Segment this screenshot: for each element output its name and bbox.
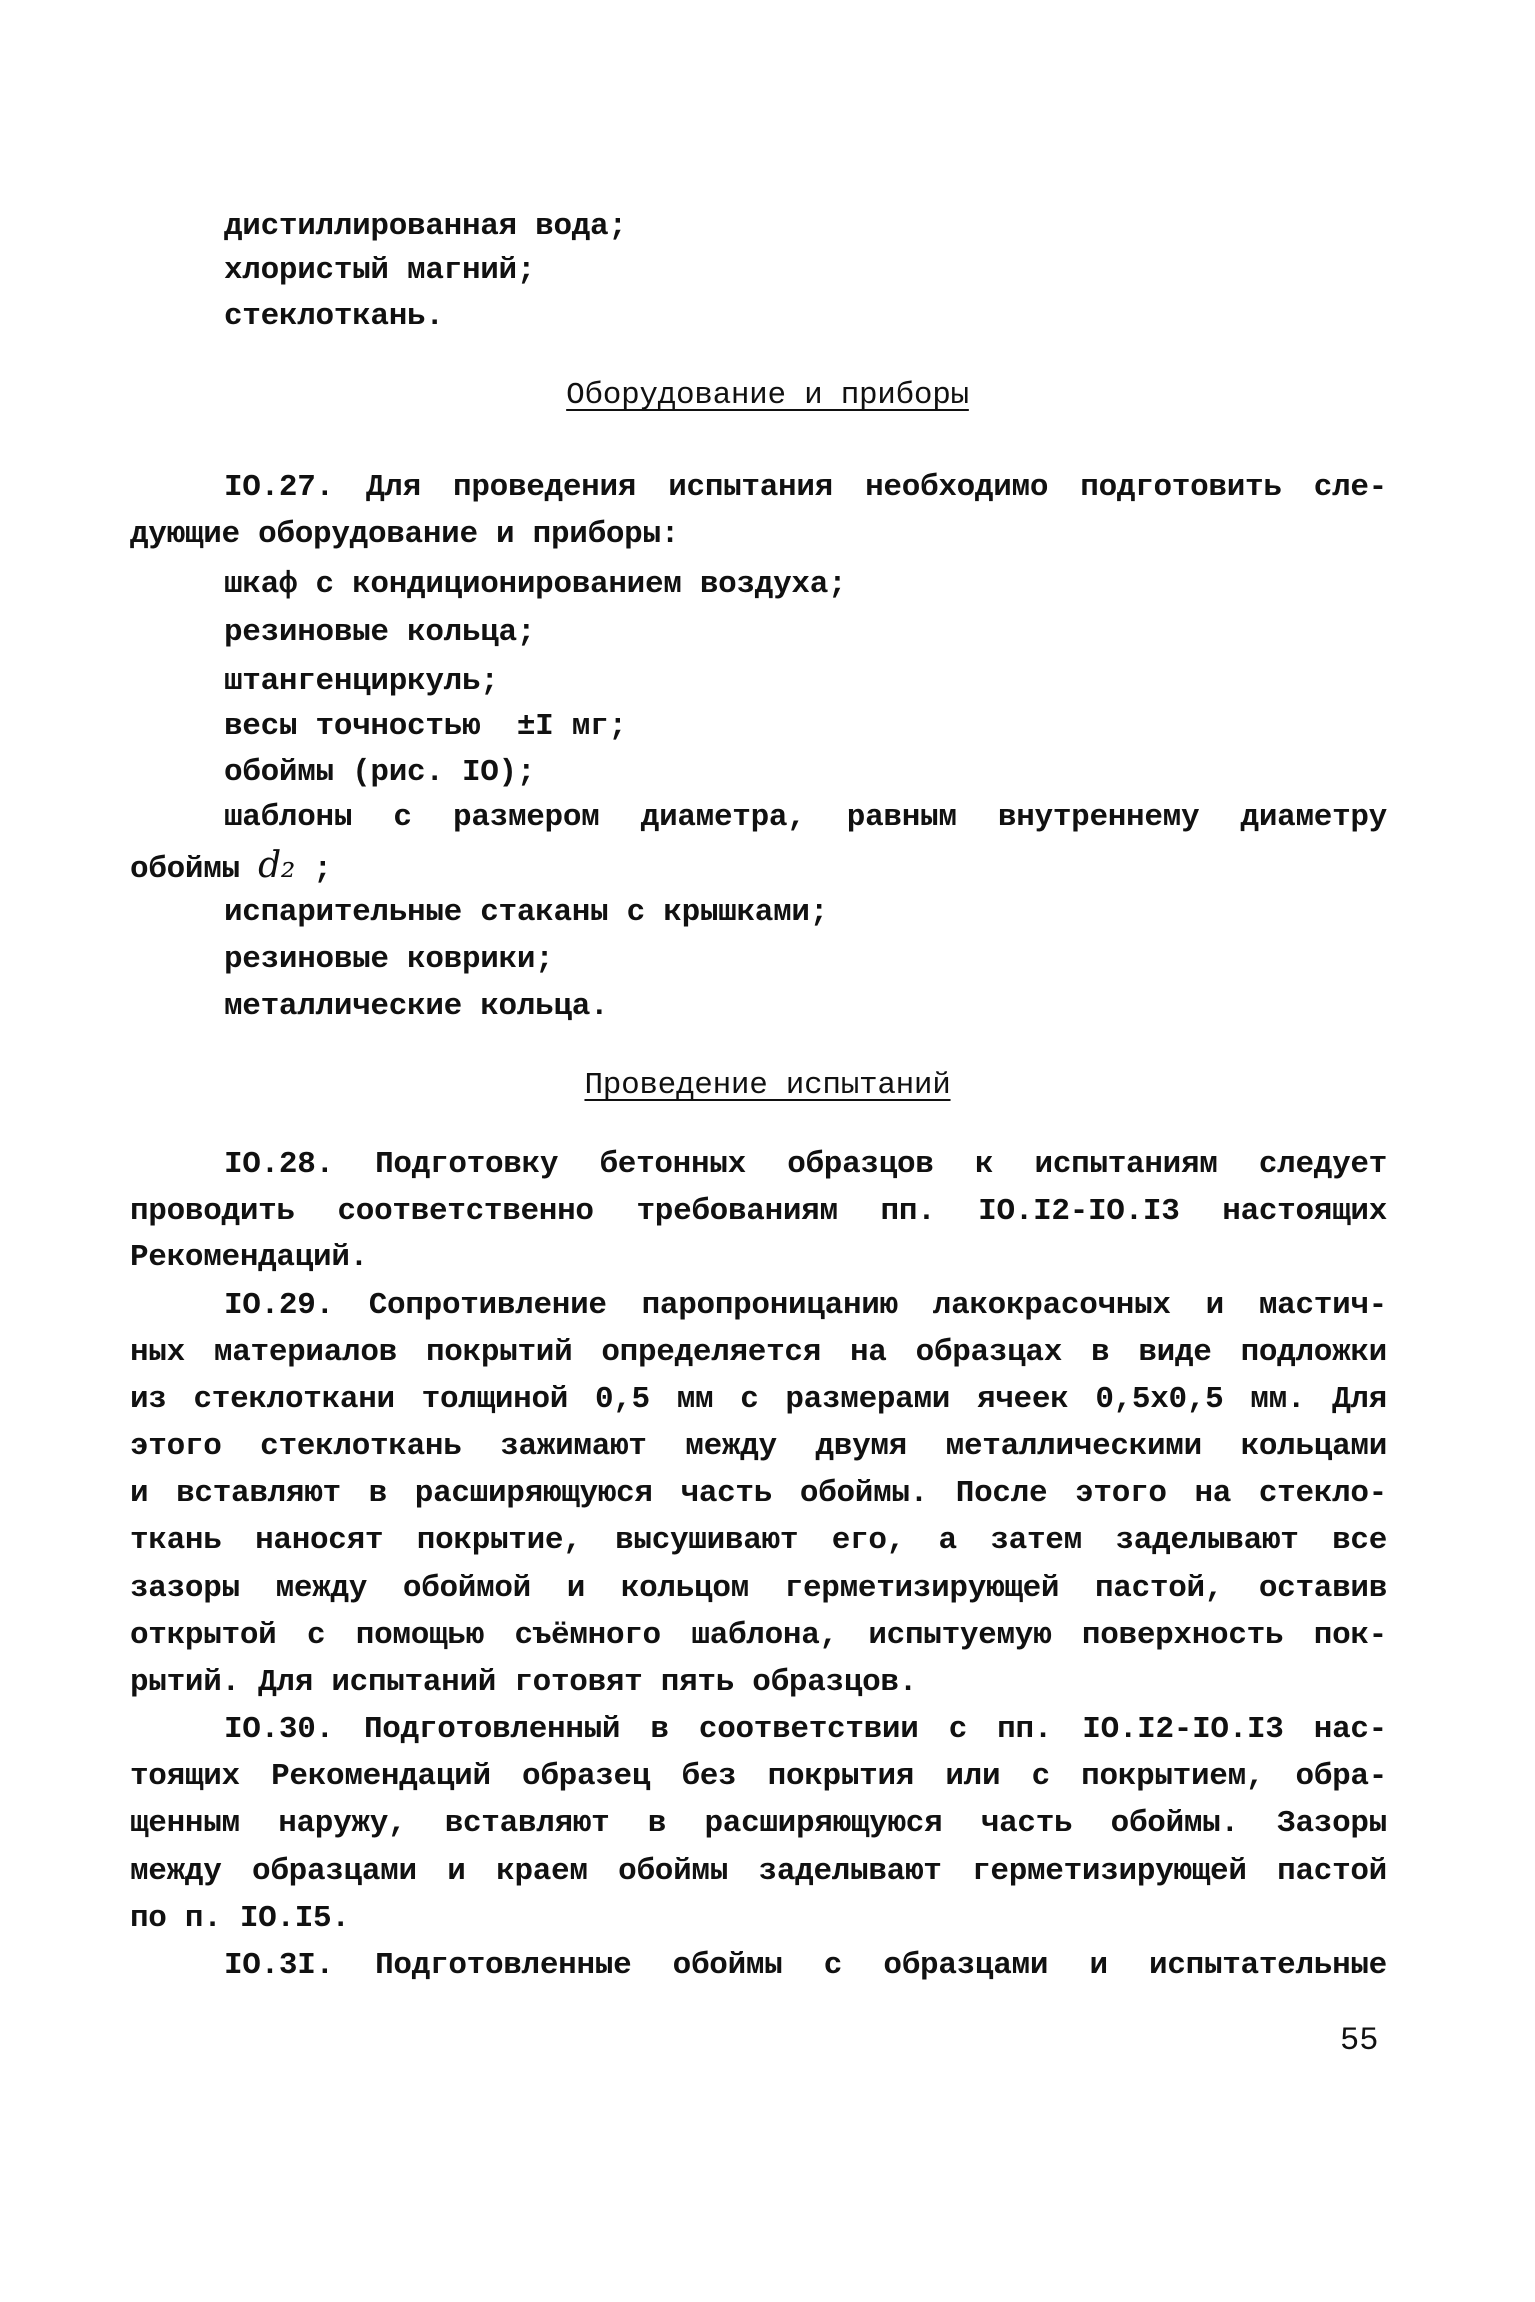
- text-line: из стеклоткани толщиной 0,5 мм с размерами ячеек 0,5х0,5 мм. Для: [130, 1382, 1387, 1417]
- text-line: испарительные стаканы с крышками;: [224, 895, 829, 930]
- d2-symbol: d₂: [258, 845, 296, 886]
- text-line: дующие оборудование и приборы:: [130, 517, 680, 552]
- text-line: этого стеклоткань зажимают между двумя металлическими кольцами: [130, 1429, 1387, 1464]
- text-line: и вставляют в расширяющуюся часть обоймы. После этого на стекло-: [130, 1476, 1387, 1511]
- text-line: зазоры между обоймой и кольцом герметизирующей пастой, оставив: [130, 1571, 1387, 1606]
- text-line: по п. IO.I5.: [130, 1901, 350, 1936]
- text-line: между образцами и краем обоймы заделывают герметизирующей пастой: [130, 1854, 1387, 1889]
- text-line: щенным наружу, вставляют в расширяющуюся часть обоймы. Зазоры: [130, 1806, 1387, 1841]
- text-line: Рекомендаций.: [130, 1240, 368, 1275]
- text-line: весы точностью ±I мг;: [224, 709, 627, 744]
- text-line: резиновые кольца;: [224, 615, 536, 650]
- page-number: 55: [1340, 2022, 1379, 2059]
- text-line: тоящих Рекомендаций образец без покрытия или с покрытием, обра-: [130, 1759, 1387, 1794]
- text-line: открытой с помощью съёмного шаблона, испытуемую поверхность пок-: [130, 1618, 1387, 1653]
- text-line: дистиллированная вода;: [224, 209, 627, 244]
- section-heading: Проведение испытаний: [584, 1068, 951, 1103]
- section-heading: Оборудование и приборы: [566, 378, 969, 413]
- text-line: ткань наносят покрытие, высушивают его, а затем заделывают все: [130, 1523, 1387, 1558]
- text-line: обоймы d₂ ;: [130, 845, 332, 887]
- text-line: ных материалов покрытий определяется на образцах в виде подложки: [130, 1335, 1387, 1370]
- text-line: хлористый магний;: [224, 253, 536, 288]
- text-line: IO.30. Подготовленный в соответствии с пп. IO.I2-IO.I3 нас-: [224, 1712, 1387, 1747]
- text-line: шаблоны с размером диаметра, равным внутреннему диаметру: [224, 800, 1387, 835]
- text-line: стеклоткань.: [224, 299, 444, 334]
- text-line: рытий. Для испытаний готовят пять образцов.: [130, 1665, 918, 1700]
- text-line: металлические кольца.: [224, 989, 609, 1024]
- text-line: проводить соответственно требованиям пп. IO.I2-IO.I3 настоящих: [130, 1194, 1387, 1229]
- text-line: IO.29. Сопротивление паропроницанию лакокрасочных и мастич-: [224, 1288, 1387, 1323]
- text-line: обоймы (рис. IO);: [224, 755, 536, 790]
- text-line: IO.27. Для проведения испытания необходимо подготовить сле-: [224, 470, 1387, 505]
- text-line: штангенциркуль;: [224, 664, 499, 699]
- text-line: шкаф с кондиционированием воздуха;: [224, 567, 847, 602]
- text-line: IO.3I. Подготовленные обоймы с образцами и испытательные: [224, 1948, 1387, 1983]
- text-line: IO.28. Подготовку бетонных образцов к испытаниям следует: [224, 1147, 1387, 1182]
- text-line: резиновые коврики;: [224, 942, 554, 977]
